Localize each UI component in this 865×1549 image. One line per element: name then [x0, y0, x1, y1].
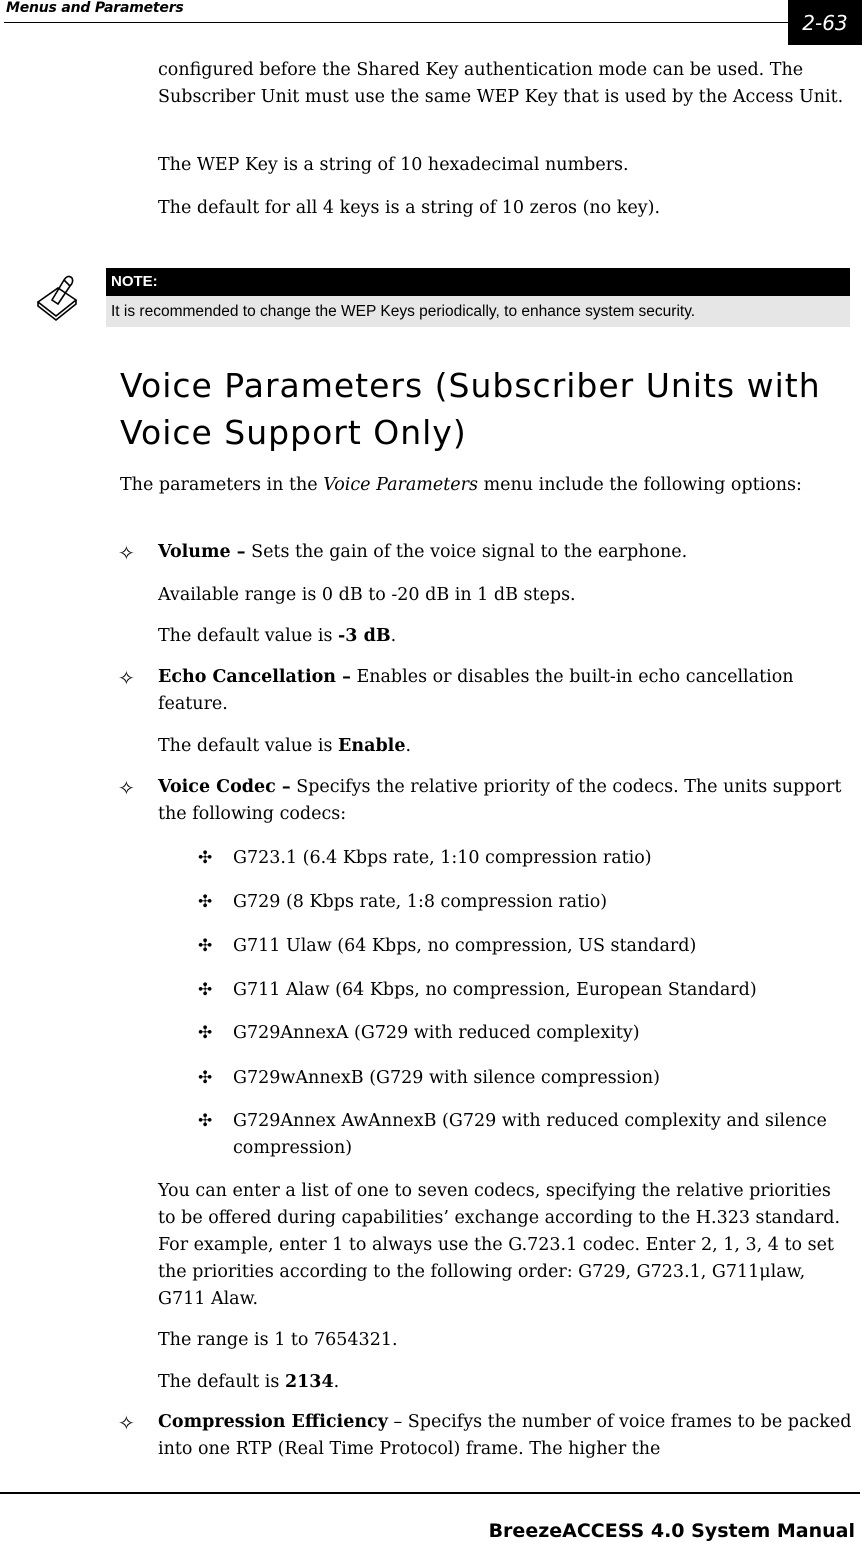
echo-item: Echo Cancellation – Enables or disables the built-in echo cancellation feature.	[158, 667, 794, 714]
codec-list-item: G729AnnexA (G729 with reduced complexity)	[233, 1023, 640, 1043]
intro-paragraph-2: The WEP Key is a string of 10 hexadecimal numbers.	[158, 155, 629, 175]
intro-paragraph-1: configured before the Shared Key authentication mode can be used. The Subscriber Unit must use the same WEP Key that is used by the Access Unit.	[158, 60, 844, 107]
sub-bullet-icon: ✣	[198, 1023, 213, 1043]
codec-item: Voice Codec – Specifys the relative priority of the codecs. The units support the following codecs:	[158, 777, 842, 824]
bullet-icon: ✧	[118, 541, 135, 565]
lead-paragraph: The parameters in the Voice Parameters menu include the following options:	[120, 475, 802, 495]
sub-bullet-icon: ✣	[198, 848, 213, 868]
compression-item: Compression Efficiency – Specifys the number of voice frames to be packed into one RTP (Real Time Protocol) frame. The higher the	[158, 1412, 852, 1459]
page-number-tab: 2-63	[788, 0, 862, 45]
intro-paragraph-3: The default for all 4 keys is a string of 10 zeros (no key).	[158, 198, 661, 218]
bullet-icon: ✧	[118, 1411, 135, 1435]
sub-bullet-icon: ✣	[198, 892, 213, 912]
codec-range: The range is 1 to 7654321.	[158, 1330, 398, 1350]
codec-priority-paragraph: You can enter a list of one to seven codecs, specifying the relative priorities to be offered during capabilities’ exchange according to the H.323 standard. For example, enter 1 to always use the G.723.1 codec. Enter 2, 1, 3, 4 to set the priorities according to the following order: G729, G723.1, G711μlaw, G711 Alaw.	[158, 1181, 841, 1309]
codec-list-item: G729Annex AwAnnexB (G729 with reduced complexity and silence compression)	[233, 1111, 827, 1158]
volume-default: The default value is -3 dB.	[158, 626, 397, 646]
echo-default: The default value is Enable.	[158, 736, 412, 756]
volume-range: Available range is 0 dB to -20 dB in 1 dB steps.	[158, 585, 576, 605]
bullet-icon: ✧	[118, 776, 135, 800]
codec-list-item: G729 (8 Kbps rate, 1:8 compression ratio)	[233, 892, 608, 912]
sub-bullet-icon: ✣	[198, 936, 213, 956]
note-text: It is recommended to change the WEP Keys periodically, to enhance system security.	[106, 296, 850, 327]
note-label: NOTE:	[106, 268, 850, 296]
section-heading: Voice Parameters (Subscriber Units with Voice Support Only)	[120, 366, 821, 452]
note-pen-icon	[34, 272, 80, 322]
codec-default: The default is 2134.	[158, 1372, 340, 1392]
bullet-icon: ✧	[118, 666, 135, 690]
header-section-title: Menus and Parameters	[6, 0, 184, 16]
header-rule	[4, 22, 788, 23]
sub-bullet-icon: ✣	[198, 980, 213, 1000]
codec-list-item: G711 Ulaw (64 Kbps, no compression, US standard)	[233, 936, 697, 956]
sub-bullet-icon: ✣	[198, 1111, 213, 1131]
footer-rule	[0, 1492, 860, 1494]
footer-title: BreezeACCESS 4.0 System Manual	[488, 1520, 855, 1542]
codec-list-item: G723.1 (6.4 Kbps rate, 1:10 compression ratio)	[233, 848, 652, 868]
codec-list-item: G729wAnnexB (G729 with silence compression)	[233, 1068, 660, 1088]
menu-name-emphasis: Voice Parameters	[323, 475, 478, 495]
sub-bullet-icon: ✣	[198, 1068, 213, 1088]
volume-item: Volume – Sets the gain of the voice signal to the earphone.	[158, 542, 688, 562]
codec-list-item: G711 Alaw (64 Kbps, no compression, European Standard)	[233, 980, 757, 1000]
